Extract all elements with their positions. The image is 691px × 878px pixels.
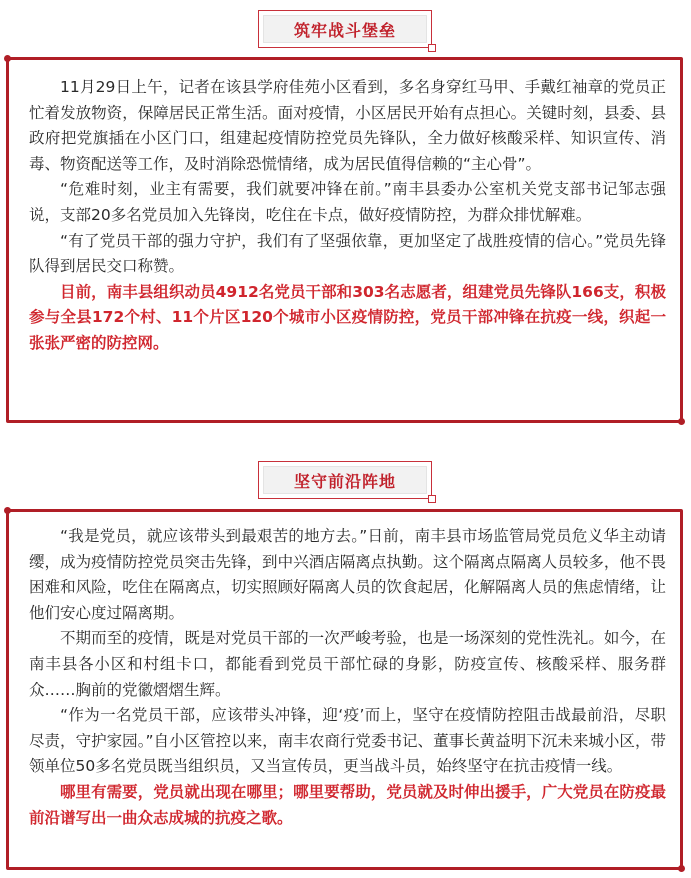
corner-square-icon [428, 44, 436, 52]
section2-highlight: 哪里有需要，党员就出现在哪里；哪里要帮助，党员就及时伸出援手，广大党员在防疫最前沿谱写出一曲众志成城的抗疫之歌。 [29, 782, 666, 827]
section1-highlight: 目前，南丰县组织动员4912名党员干部和303名志愿者，组建党员先锋队166支，积极参与全县172个村、11个片区120个城市小区疫情防控，党员干部冲锋在抗疫一线，织起一张张严密的防控网。 [29, 282, 666, 352]
section1-body [29, 75, 666, 357]
section2-paragraph: “我是党员，就应该带头到最艰苦的地方去。”日前，南丰县市场监管局党员危义华主动请缨，成为疫情防控党员突击先锋，到中兴酒店隔离点执勤。这个隔离点隔离人员较多，他不畏困难和风险，吃住在隔离点，切实照顾好隔离人员的饮食起居，化解隔离人员的焦虑情绪，让他们安心度过隔离期。 [29, 527, 666, 622]
corner-dot-icon [678, 418, 685, 425]
section2-paragraph: “作为一名党员干部，应该带头冲锋，迎‘疫’而上，坚守在疫情防控阻击战最前沿，尽职尽责，守护家园。”自小区管控以来，南丰农商行党委书记、董事长黄益明下沉未来城小区，带领单位50多名党员既当组织员，又当宣传员，更当战斗员，始终坚守在抗击疫情一线。 [29, 706, 666, 776]
section2-title-badge [258, 461, 432, 499]
section2-title: 坚守前沿阵地 [263, 466, 427, 494]
section1-title: 筑牢战斗堡垒 [263, 15, 427, 43]
section1-panel [6, 57, 683, 423]
section1-paragraph: 11月29日上午，记者在该县学府佳苑小区看到，多名身穿红马甲、手戴红袖章的党员正忙着发放物资，保障居民正常生活。面对疫情，小区居民开始有点担心。关键时刻，县委、县政府把党旗插在小区门口，组建起疫情防控党员先锋队，全力做好核酸采样、知识宣传、消毒、物资配送等工作，及时消除恐慌情绪，成为居民值得信赖的“主心骨”。 [29, 78, 666, 173]
corner-dot-icon [4, 55, 11, 62]
section2-body [29, 524, 666, 831]
corner-dot-icon [4, 507, 11, 514]
section1-paragraph: “危难时刻，业主有需要，我们就要冲锋在前。”南丰县委办公室机关党支部书记邹志强说，支部20多名党员加入先锋岗，吃住在卡点，做好疫情防控，为群众排忧解难。 [29, 180, 666, 224]
section1-paragraph: “有了党员干部的强力守护，我们有了坚强依靠，更加坚定了战胜疫情的信心。”党员先锋队得到居民交口称赞。 [29, 231, 666, 276]
section2-panel [6, 509, 683, 870]
corner-dot-icon [678, 865, 685, 872]
corner-square-icon [428, 495, 436, 503]
section1-title-badge [258, 10, 432, 48]
section2-paragraph: 不期而至的疫情，既是对党员干部的一次严峻考验，也是一场深刻的党性洗礼。如今，在南丰县各小区和村组卡口，都能看到党员干部忙碌的身影，防疫宣传、核酸采样、服务群众……胸前的党徽熠熠生辉。 [29, 629, 666, 699]
